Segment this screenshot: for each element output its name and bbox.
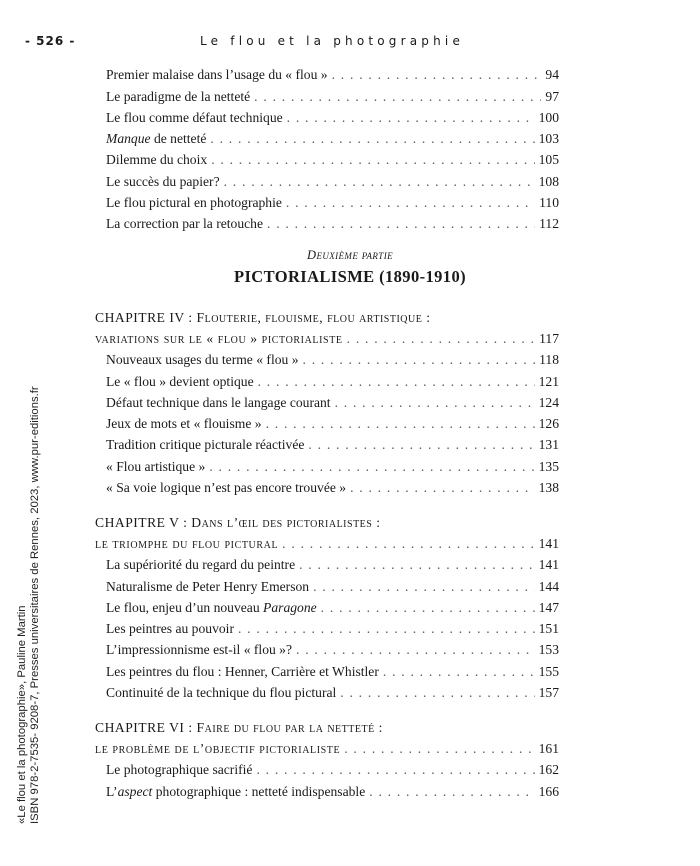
toc-entry [106, 782, 559, 802]
chapter-heading-line [95, 534, 559, 554]
toc-entry-title: Jeux de mots et « flouisme » [106, 416, 262, 431]
toc-entry-title: « Flou artistique » [106, 459, 206, 474]
chapter-heading: CHAPITRE VI : Faire du flou par la netteté : [95, 720, 383, 735]
toc-entry-page: 147 [538, 600, 559, 615]
dot-leader [267, 214, 535, 234]
dot-leader [296, 640, 535, 660]
dot-leader [335, 393, 535, 413]
toc-entry [106, 640, 559, 660]
toc-entry [106, 108, 559, 128]
toc-entry-title: Premier malaise dans l’usage du « flou » [106, 67, 328, 82]
toc-entry [106, 598, 559, 618]
page-number: - 526 - [25, 34, 76, 48]
toc-entry-page: 141 [538, 536, 559, 551]
toc-entry-title: Le flou pictural en photographie [106, 195, 282, 210]
toc-entry-title: Les peintres du flou : Henner, Carrière et Whistler [106, 664, 379, 679]
toc-entry-title: Le succès du papier? [106, 174, 220, 189]
toc-entry-page: 118 [539, 352, 559, 367]
dot-leader [383, 662, 535, 682]
side-notice-line-2: ISBN 978-2-7535- 9208-7, Presses universitaires de Rennes, 2023, www.pur-editions.fr [29, 386, 41, 824]
toc-entry-page: 131 [538, 437, 559, 452]
toc-entry [106, 435, 559, 455]
copyright-side-notice [16, 386, 42, 824]
toc-entry-page: 155 [538, 664, 559, 679]
chapter-heading-line [95, 739, 559, 759]
toc-entry [106, 414, 559, 434]
toc-entry-title-pre: L’ [106, 784, 118, 799]
toc-entry-title: Tradition critique picturale réactivée [106, 437, 305, 452]
toc-entry-page: 157 [538, 685, 559, 700]
dot-leader [258, 372, 535, 392]
toc-entry-title: Le photographique sacrifié [106, 762, 253, 777]
toc-entry [106, 150, 559, 170]
toc-entry-page: 110 [539, 195, 559, 210]
toc-entry-page: 161 [538, 741, 559, 756]
toc-entry-title [106, 598, 317, 618]
toc-entry [106, 214, 559, 234]
toc-entry-title: « Sa voie logique n’est pas encore trouvée » [106, 480, 347, 495]
toc-entry-title: Les peintres au pouvoir [106, 621, 234, 636]
toc-entry-title [106, 782, 365, 802]
toc-entry-title: Dilemme du choix [106, 152, 208, 167]
toc-entry-title: La supériorité du regard du peintre [106, 557, 296, 572]
chapter-subtitle: le problème de l’objectif pictorialiste [95, 741, 341, 756]
toc-entry-page: 121 [538, 374, 559, 389]
toc-entry-page: 100 [538, 110, 559, 125]
toc-entry [106, 87, 559, 107]
toc-entry-page: 162 [538, 762, 559, 777]
toc-entry-page: 141 [538, 557, 559, 572]
toc-entry-title: Nouveaux usages du terme « flou » [106, 352, 299, 367]
dot-leader [350, 478, 535, 498]
toc-entry [106, 172, 559, 192]
toc-entry-title-rest: de netteté [150, 131, 207, 146]
toc-entry-page: 153 [538, 642, 559, 657]
dot-leader [282, 534, 534, 554]
chapter-subtitle: le triomphe du flou pictural [95, 536, 279, 551]
toc-entry-title: L’impressionnisme est-il « flou »? [106, 642, 293, 657]
toc-entry [106, 350, 559, 370]
toc-entry-title-rest: photographique : netteté indispensable [152, 784, 366, 799]
chapter-heading: CHAPITRE IV : Flouterie, flouisme, flou artistique : [95, 310, 431, 325]
toc-entry-page: 103 [538, 131, 559, 146]
dot-leader [308, 435, 534, 455]
dot-leader [256, 760, 534, 780]
toc-entry-title: Défaut technique dans le langage courant [106, 395, 331, 410]
toc-entry [106, 193, 559, 213]
toc-entry-page: 166 [538, 784, 559, 799]
toc-entry-page: 105 [538, 152, 559, 167]
toc-entry-page: 135 [538, 459, 559, 474]
toc-entry [106, 372, 559, 392]
chapter-heading-line [95, 329, 559, 349]
dot-leader [211, 150, 534, 170]
running-title: Le flou et la photographie [200, 34, 465, 48]
dot-leader [340, 683, 534, 703]
dot-leader [369, 782, 534, 802]
dot-leader [209, 457, 534, 477]
toc-entry-page: 126 [538, 416, 559, 431]
toc-entry [106, 760, 559, 780]
dot-leader [286, 193, 535, 213]
toc-entry-title-italic: Paragone [263, 600, 317, 615]
toc-entry-title: Continuité de la technique du flou pictural [106, 685, 337, 700]
dot-leader [344, 739, 534, 759]
dot-leader [254, 87, 541, 107]
toc-entry [106, 478, 559, 498]
dot-leader [299, 555, 535, 575]
dot-leader [303, 350, 536, 370]
part-label: Deuxième partie [307, 248, 393, 262]
toc-entry-title: Naturalisme de Peter Henry Emerson [106, 579, 310, 594]
dot-leader [347, 329, 535, 349]
toc-entry-page: 112 [539, 216, 559, 231]
toc-entry-page: 97 [545, 89, 559, 104]
toc-entry [106, 619, 559, 639]
dot-leader [224, 172, 535, 192]
side-notice-line-1: «Le flou et la photographie», Pauline Martin [16, 605, 28, 824]
chapter-subtitle: variations sur le « flou » pictorialiste [95, 331, 343, 346]
toc-entry [106, 683, 559, 703]
toc-entry-title-italic: aspect [117, 784, 153, 799]
toc-entry-title-italic: Manque [106, 131, 151, 146]
toc-entry [106, 393, 559, 413]
chapter-heading: CHAPITRE V : Dans l’œil des pictorialistes : [95, 515, 381, 530]
dot-leader [287, 108, 535, 128]
toc-entry [106, 65, 559, 85]
toc-entry-page: 108 [538, 174, 559, 189]
toc-entry-title-pre: Le flou, enjeu d’un nouveau [106, 600, 264, 615]
toc-entry-page: 117 [539, 331, 559, 346]
toc-entry [106, 457, 559, 477]
toc-entry-title: Le flou comme défaut technique [106, 110, 283, 125]
dot-leader [332, 65, 542, 85]
toc-entry [106, 555, 559, 575]
toc-entry-page: 94 [545, 67, 559, 82]
toc-entry-page: 138 [538, 480, 559, 495]
toc-entry-title: La correction par la retouche [106, 216, 263, 231]
dot-leader [210, 129, 534, 149]
toc-entry-page: 151 [538, 621, 559, 636]
toc-entry-title: Le « flou » devient optique [106, 374, 254, 389]
toc-entry [106, 129, 559, 149]
page-header [0, 34, 700, 52]
toc-entry [106, 662, 559, 682]
dot-leader [266, 414, 535, 434]
toc-entry-page: 144 [538, 579, 559, 594]
toc-entry-title [106, 129, 206, 149]
dot-leader [238, 619, 535, 639]
part-title: PICTORIALISME (1890-1910) [233, 267, 466, 286]
toc-entry-title: Le paradigme de la netteté [106, 89, 251, 104]
dot-leader [313, 577, 535, 597]
dot-leader [321, 598, 535, 618]
toc-entry-page: 124 [538, 395, 559, 410]
toc-entry [106, 577, 559, 597]
